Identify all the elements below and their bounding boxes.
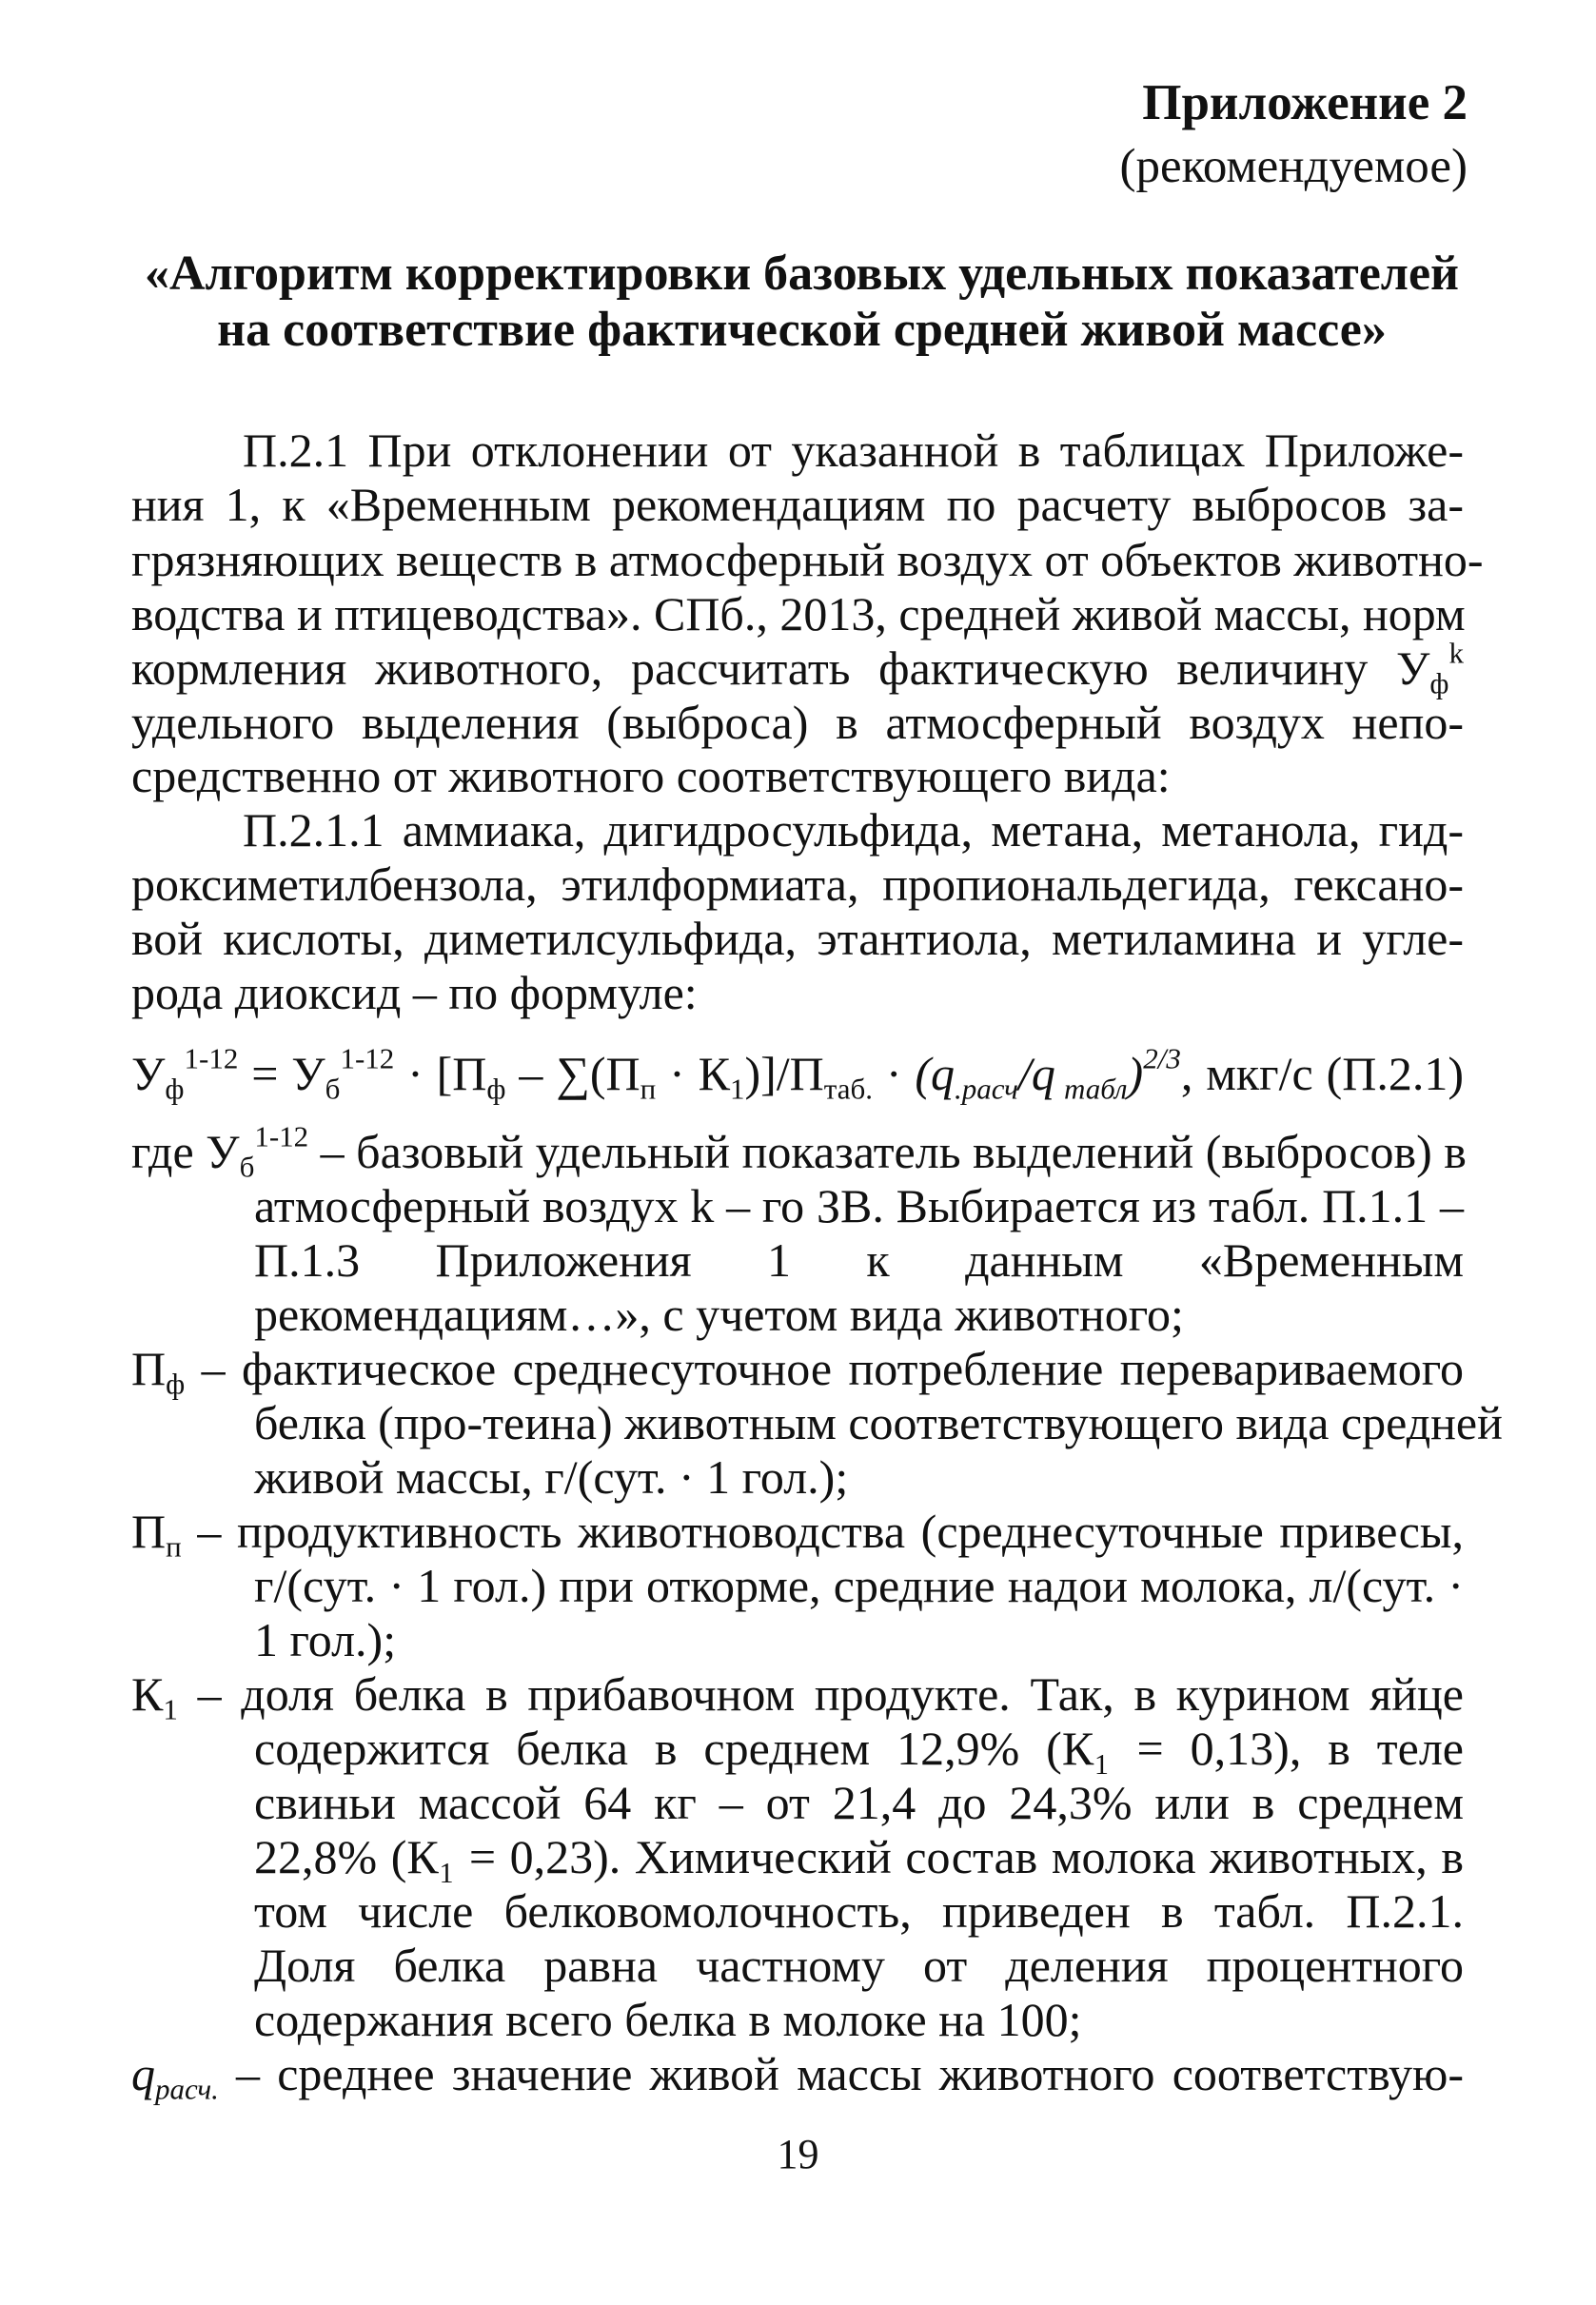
- title-line-1: «Алгоритм корректировки базовых удельных показателей: [144, 246, 1460, 301]
- paragraph-line: вой кислоты, диметилсульфида, этантиола, метиламина и угле-: [131, 912, 1464, 965]
- formula-part: · К: [656, 1047, 730, 1100]
- definition-line: П.1.3 Приложения 1 к данным «Временным: [254, 1233, 1464, 1287]
- definition-term: П: [131, 1505, 167, 1558]
- definition-line: [131, 2047, 1464, 2106]
- formula-part: (q: [915, 1047, 956, 1100]
- appendix-note: (рекомендуемое): [1119, 140, 1468, 193]
- formula-sub: б: [325, 1072, 341, 1106]
- paragraph-line: П.2.1.1 аммиака, дигидросульфида, метана, метанола, гид-: [243, 803, 1464, 857]
- definition-line: содержится белка в среднем 12,9% (К₁ = 0,13), в теле: [254, 1722, 1464, 1775]
- formula-part: /q: [1017, 1047, 1055, 1100]
- paragraph-line: средственно от животного соответствующего вида:: [131, 749, 1171, 802]
- definition-term: К: [131, 1667, 164, 1721]
- formula-sub: 1: [729, 1072, 745, 1106]
- formula-part: У: [131, 1047, 166, 1100]
- definition-text: – фактическое среднесуточное потребление перевариваемого: [185, 1342, 1464, 1395]
- formula-sup: 1-12: [184, 1041, 239, 1075]
- definition-line: белка (про-теина) животным соответствующего вида средней: [254, 1396, 1503, 1449]
- formula-part: ·: [873, 1047, 916, 1100]
- paragraph-line: рода диоксид – по формуле:: [131, 966, 698, 1019]
- formula-number: (П.2.1): [1326, 1047, 1465, 1100]
- formula-sub: таб.: [823, 1072, 873, 1106]
- formula-p2-1: [131, 1041, 1465, 1106]
- appendix-title: Приложение 2: [1142, 75, 1468, 130]
- paragraph-line: грязняющих веществ в атмосферный воздух от объектов животно-: [131, 533, 1484, 586]
- definition-text: – базовый удельный показатель выделений (выбросов) в: [308, 1125, 1467, 1178]
- subscript: расч.: [155, 2072, 219, 2106]
- formula-main: [131, 1041, 1313, 1106]
- document-title: [143, 246, 1461, 358]
- formula-part: · [П: [394, 1047, 487, 1100]
- page-number: 19: [777, 2131, 819, 2177]
- text-segment: кормления животного, рассчитать фактическую величину У: [131, 641, 1430, 695]
- formula-sub: табл: [1054, 1072, 1128, 1106]
- superscript: k: [1448, 636, 1464, 670]
- definition-text: – доля белка в прибавочном продукте. Так, в курином яйце: [177, 1667, 1464, 1721]
- paragraph-line: роксиметилбензола, этилформиата, пропиональдегида, гексано-: [131, 857, 1464, 911]
- title-line-2: на соответствие фактической средней живой массе»: [217, 303, 1387, 357]
- formula-unit: , мкг/с: [1180, 1047, 1313, 1100]
- formula-sup: 1-12: [340, 1041, 395, 1075]
- definition-line: [131, 1667, 1464, 1726]
- formula-sup: 2/3: [1143, 1041, 1181, 1075]
- subscript: б: [239, 1150, 255, 1184]
- definition-line: живой массы, г/(сут. · 1 гол.);: [254, 1450, 849, 1504]
- definition-line: [131, 1505, 1464, 1564]
- definition-text: – продуктивность животноводства (среднесуточные привесы,: [181, 1505, 1464, 1558]
- definition-term: П: [131, 1342, 167, 1395]
- formula-sub: ф: [165, 1072, 185, 1106]
- definition-term: q: [131, 2047, 155, 2100]
- formula-part: )]/П: [744, 1047, 824, 1100]
- definition-line: 22,8% (К₁ = 0,23). Химический состав молока животных, в: [254, 1830, 1464, 1883]
- definition-text: – среднее значение живой массы животного соответствую-: [218, 2047, 1464, 2100]
- formula-sub: п: [640, 1072, 657, 1106]
- paragraph-line: удельного выделения (выброса) в атмосферный воздух непо-: [131, 696, 1464, 749]
- formula-part: = У: [238, 1047, 325, 1100]
- definition-line: содержания всего белка в молоке на 100;: [254, 1993, 1082, 2046]
- definition-line: [131, 1342, 1464, 1401]
- definition-line: г/(сут. · 1 гол.) при откорме, средние надои молока, л/(сут. ·: [254, 1559, 1464, 1612]
- subscript: ф: [166, 1367, 186, 1401]
- subscript: 1: [163, 1692, 178, 1726]
- definition-line: рекомендациям…», с учетом вида животного;: [254, 1288, 1184, 1341]
- paragraph-line-with-symbol: [131, 636, 1464, 700]
- formula-part: – ∑(П: [505, 1047, 640, 1100]
- formula-part: ): [1127, 1047, 1144, 1100]
- definition-line: Доля белка равна частному от деления процентного: [254, 1939, 1464, 1992]
- paragraph-line: П.2.1 При отклонении от указанной в таблицах Приложе-: [243, 424, 1464, 477]
- subscript: ф: [1429, 666, 1449, 700]
- subscript: п: [166, 1529, 182, 1564]
- paragraph-line: водства и птицеводства». СПб., 2013, средней живой массы, норм: [131, 587, 1466, 640]
- definition-line: 1 гол.);: [254, 1613, 397, 1666]
- definition-line: атмосферный воздух k – го ЗВ. Выбирается из табл. П.1.1 –: [254, 1179, 1464, 1232]
- definition-term: где У: [131, 1125, 240, 1178]
- definition-line: [131, 1119, 1467, 1184]
- paragraph-line: ния 1, к «Временным рекомендациям по расчету выбросов за-: [131, 478, 1464, 531]
- definition-line: том числе белковомолочность, приведен в табл. П.2.1.: [254, 1884, 1464, 1938]
- superscript: 1-12: [254, 1119, 309, 1153]
- definition-line: свиньи массой 64 кг – от 21,4 до 24,3% или в среднем: [254, 1776, 1464, 1829]
- formula-sub: .расч: [955, 1072, 1018, 1106]
- formula-sub: ф: [486, 1072, 506, 1106]
